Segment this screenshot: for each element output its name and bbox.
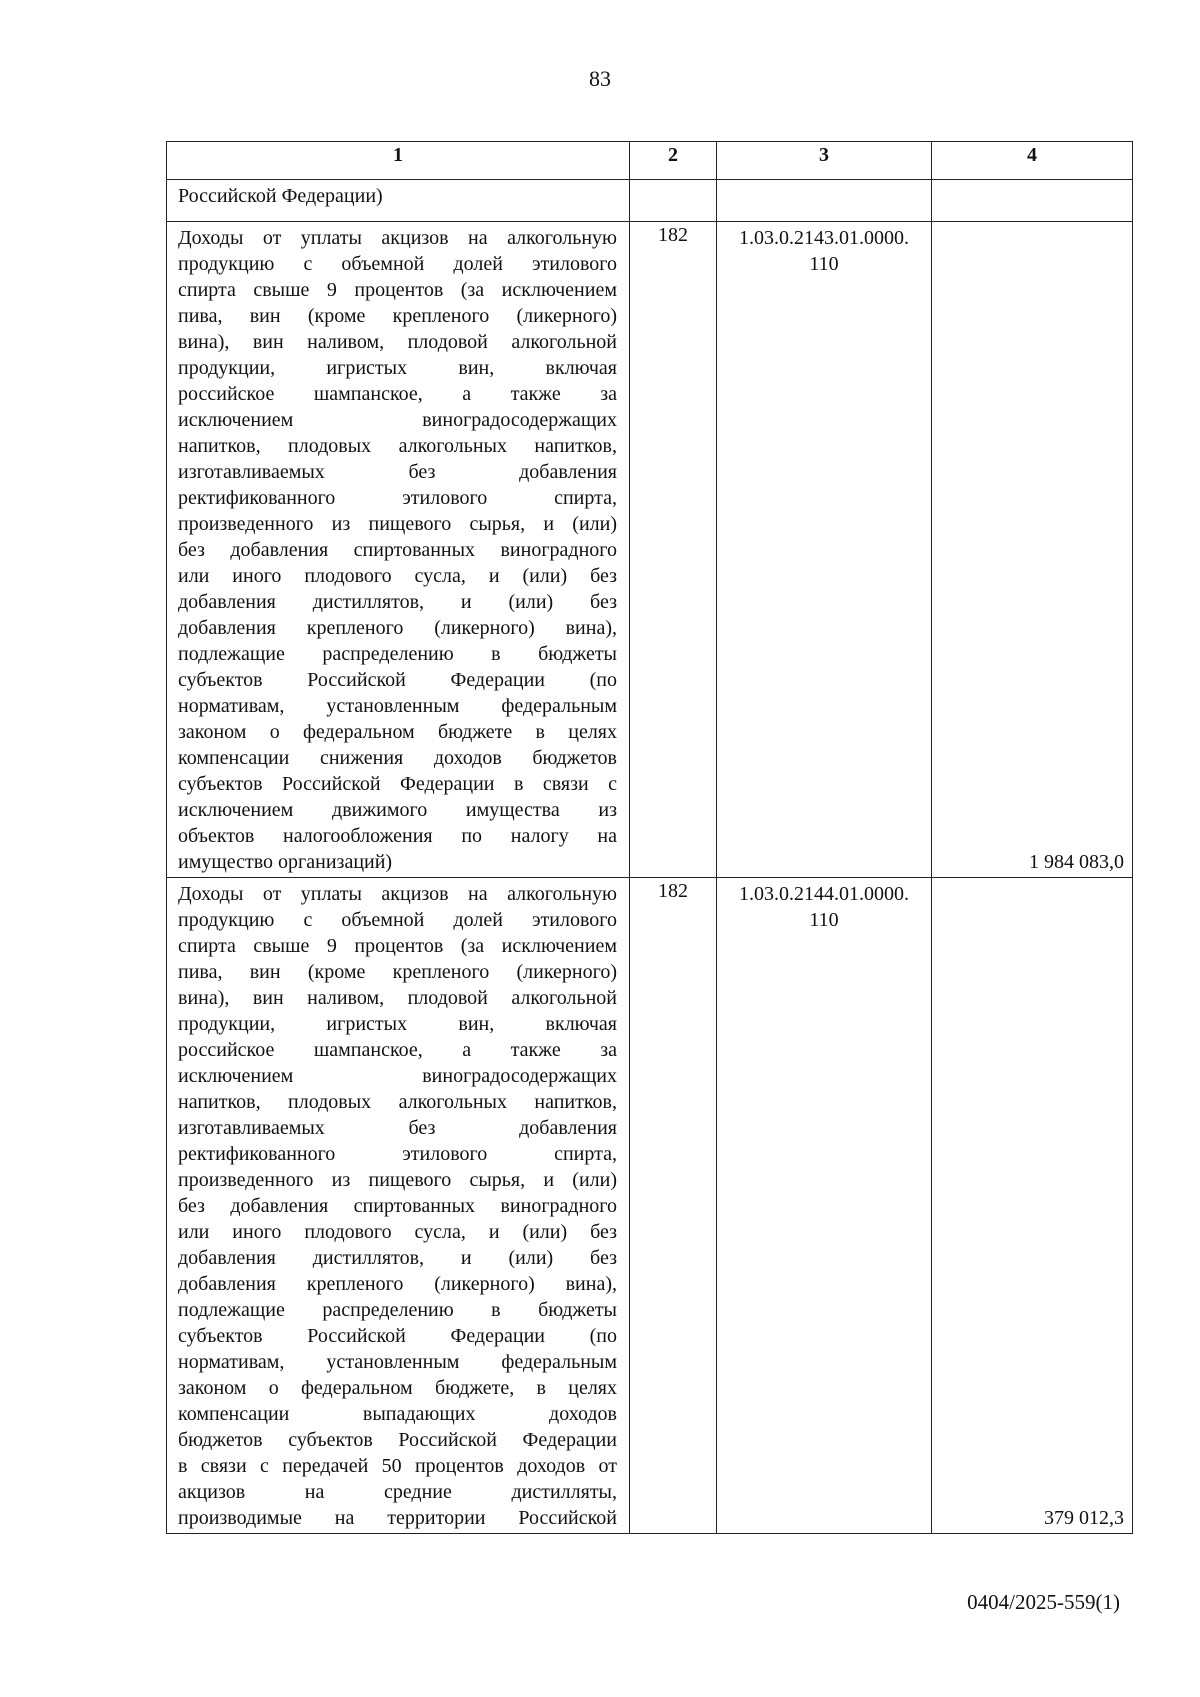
column-header-2: 2 [630, 142, 717, 180]
description-line: продукцию с объемной долей этилового [178, 253, 617, 275]
description-line: без добавления спиртованных виноградного [178, 539, 617, 561]
description-line: добавления крепленого (ликерного) вина), [178, 1273, 617, 1295]
page-number: 83 [589, 66, 611, 91]
description-line: произведенного из пищевого сырья, и (или) [178, 1169, 617, 1191]
description-line: подлежащие распределению в бюджеты [178, 1299, 617, 1321]
description-line: изготавливаемых без добавления [178, 461, 617, 483]
table-header-row [167, 142, 1133, 180]
description-line: объектов налогообложения по налогу на [178, 825, 617, 847]
kbk-cell [717, 878, 932, 1534]
description-line: Российской Федерации) [178, 185, 383, 207]
revenue-table [166, 141, 1133, 1534]
description-line: без добавления спиртованных виноградного [178, 1195, 617, 1217]
amount-cell [932, 180, 1133, 222]
description-line: изготавливаемых без добавления [178, 1117, 617, 1139]
description-line: российское шампанское, а также за [178, 1039, 617, 1061]
description-line: подлежащие распределению в бюджеты [178, 643, 617, 665]
kbk-line: 110 [809, 253, 839, 275]
amount-cell: 379 012,3 [932, 878, 1133, 1534]
row-description [167, 878, 630, 1534]
amount-cell: 1 984 083,0 [932, 222, 1133, 878]
table-row [167, 878, 1133, 1534]
description-line: нормативам, установленным федеральным [178, 1351, 617, 1373]
description-line: напитков, плодовых алкогольных напитков, [178, 435, 617, 457]
description-line: добавления крепленого (ликерного) вина), [178, 617, 617, 639]
description-line: имущество организаций) [178, 851, 393, 873]
description-line: добавления дистиллятов, и (или) без [178, 591, 617, 613]
description-line: пива, вин (кроме крепленого (ликерного) [178, 305, 617, 327]
column-header-4: 4 [932, 142, 1133, 180]
table-row [167, 222, 1133, 878]
description-line: исключением движимого имущества из [178, 799, 617, 821]
admin-code-cell: 182 [630, 878, 717, 1534]
description-line: исключением виноградосодержащих [178, 409, 617, 431]
column-header-1: 1 [167, 142, 630, 180]
description-line: Доходы от уплаты акцизов на алкогольную [178, 883, 617, 905]
description-line: в связи с передачей 50 процентов доходов от [178, 1455, 617, 1477]
description-line: или иного плодового сусла, и (или) без [178, 1221, 617, 1243]
kbk-line: 1.03.0.2143.01.0000. [739, 227, 909, 249]
description-line: законом о федеральном бюджете в целях [178, 721, 617, 743]
description-line: спирта свыше 9 процентов (за исключением [178, 279, 617, 301]
description-line: пива, вин (кроме крепленого (ликерного) [178, 961, 617, 983]
description-line: бюджетов субъектов Российской Федерации [178, 1429, 617, 1451]
description-line: продукцию с объемной долей этилового [178, 909, 617, 931]
description-line: спирта свыше 9 процентов (за исключением [178, 935, 617, 957]
description-line: субъектов Российской Федерации (по [178, 1325, 617, 1347]
description-line: российское шампанское, а также за [178, 383, 617, 405]
description-line: ректификованного этилового спирта, [178, 1143, 617, 1165]
description-line: субъектов Российской Федерации в связи с [178, 773, 617, 795]
description-line: исключением виноградосодержащих [178, 1065, 617, 1087]
description-line: компенсации снижения доходов бюджетов [178, 747, 617, 769]
row-description [167, 222, 630, 878]
description-line: нормативам, установленным федеральным [178, 695, 617, 717]
row-description [167, 180, 630, 222]
description-line: вина), вин наливом, плодовой алкогольной [178, 987, 617, 1009]
kbk-cell [717, 222, 932, 878]
description-line: добавления дистиллятов, и (или) без [178, 1247, 617, 1269]
description-line: Доходы от уплаты акцизов на алкогольную [178, 227, 617, 249]
description-line: продукции, игристых вин, включая [178, 1013, 617, 1035]
description-line: законом о федеральном бюджете, в целях [178, 1377, 617, 1399]
admin-code-cell: 182 [630, 222, 717, 878]
description-line: акцизов на средние дистилляты, [178, 1481, 617, 1503]
description-line: компенсации выпадающих доходов [178, 1403, 617, 1425]
description-line: вина), вин наливом, плодовой алкогольной [178, 331, 617, 353]
description-line: произведенного из пищевого сырья, и (или) [178, 513, 617, 535]
kbk-line: 110 [809, 909, 839, 931]
description-line: напитков, плодовых алкогольных напитков, [178, 1091, 617, 1113]
description-line: ректификованного этилового спирта, [178, 487, 617, 509]
kbk-cell [717, 180, 932, 222]
document-code: 0404/2025-559(1) [967, 1590, 1120, 1614]
description-line: продукции, игристых вин, включая [178, 357, 617, 379]
table-row [167, 180, 1133, 222]
description-line: или иного плодового сусла, и (или) без [178, 565, 617, 587]
description-line: субъектов Российской Федерации (по [178, 669, 617, 691]
description-line: производимые на территории Российской [178, 1507, 617, 1529]
column-header-3: 3 [717, 142, 932, 180]
admin-code-cell [630, 180, 717, 222]
kbk-line: 1.03.0.2144.01.0000. [739, 883, 909, 905]
